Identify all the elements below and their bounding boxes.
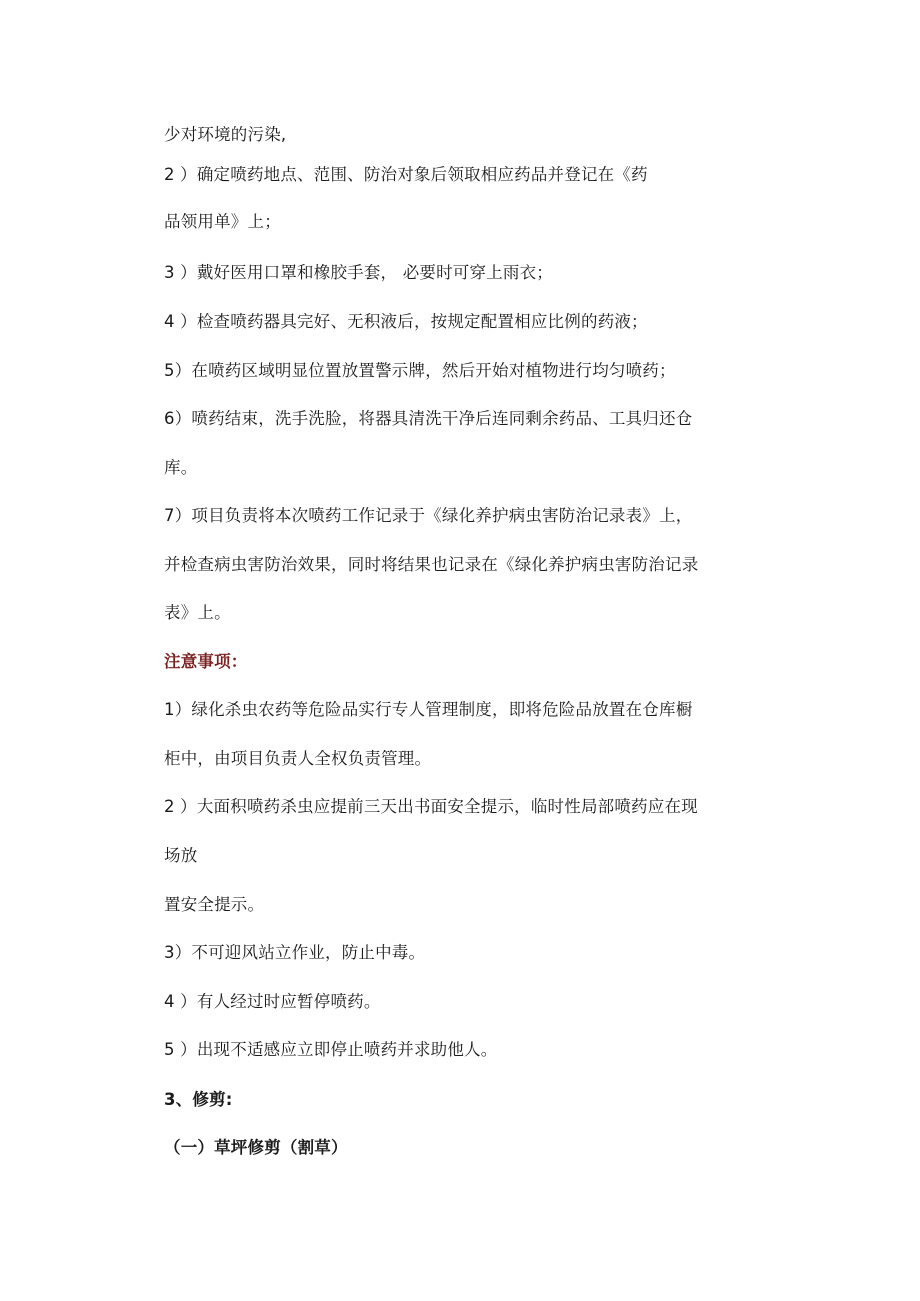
notes-heading: 注意事项： — [164, 652, 248, 671]
note-3-line: 3）不可迎风站立作业，防止中毒。 — [164, 943, 426, 962]
step-4-line: 4 ）检查喷药器具完好、无积液后，按规定配置相应比例的药液； — [164, 312, 648, 331]
paragraph-line: 柜中，由项目负责人全权负责管理。 — [164, 749, 432, 768]
note-5-line: 5 ）出现不适感应立即停止喷药并求助他人。 — [164, 1040, 498, 1059]
note-1-line: 1）绿化杀虫农药等危险品实行专人管理制度，即将危险品放置在仓库橱 — [164, 700, 693, 719]
step-3-line: 3 ）戴好医用口罩和橡胶手套， 必要时可穿上雨衣； — [164, 263, 553, 282]
step-7-line: 7）项目负责将本次喷药工作记录于《绿化养护病虫害防治记录表》上， — [164, 506, 693, 525]
step-5-line: 5）在喷药区域明显位置放置警示牌，然后开始对植物进行均匀喷药； — [164, 361, 676, 380]
step-2-line: 2 ）确定喷药地点、范围、防治对象后领取相应药品并登记在《药 — [164, 165, 648, 184]
paragraph-line: 表》上。 — [164, 603, 231, 622]
paragraph-line: 置安全提示。 — [164, 895, 265, 914]
paragraph-line: 少对环境的污染, — [164, 125, 287, 144]
paragraph-line: 并检查病虫害防治效果，同时将结果也记录在《绿化养护病虫害防治记录 — [164, 555, 699, 574]
step-6-line: 6）喷药结束，洗手洗脸，将器具清洗干净后连同剩余药品、工具归还仓 — [164, 409, 693, 428]
paragraph-line: 场放 — [164, 846, 198, 865]
subsection-heading: （一）草坪修剪（割草） — [164, 1138, 348, 1157]
note-2-line: 2 ）大面积喷药杀虫应提前三天出书面安全提示，临时性局部喷药应在现 — [164, 797, 698, 816]
paragraph-line: 品领用单》上； — [164, 212, 281, 231]
section-heading: 3、修剪: — [164, 1090, 233, 1109]
note-4-line: 4 ）有人经过时应暂停喷药。 — [164, 992, 381, 1011]
paragraph-line: 库。 — [164, 458, 198, 477]
